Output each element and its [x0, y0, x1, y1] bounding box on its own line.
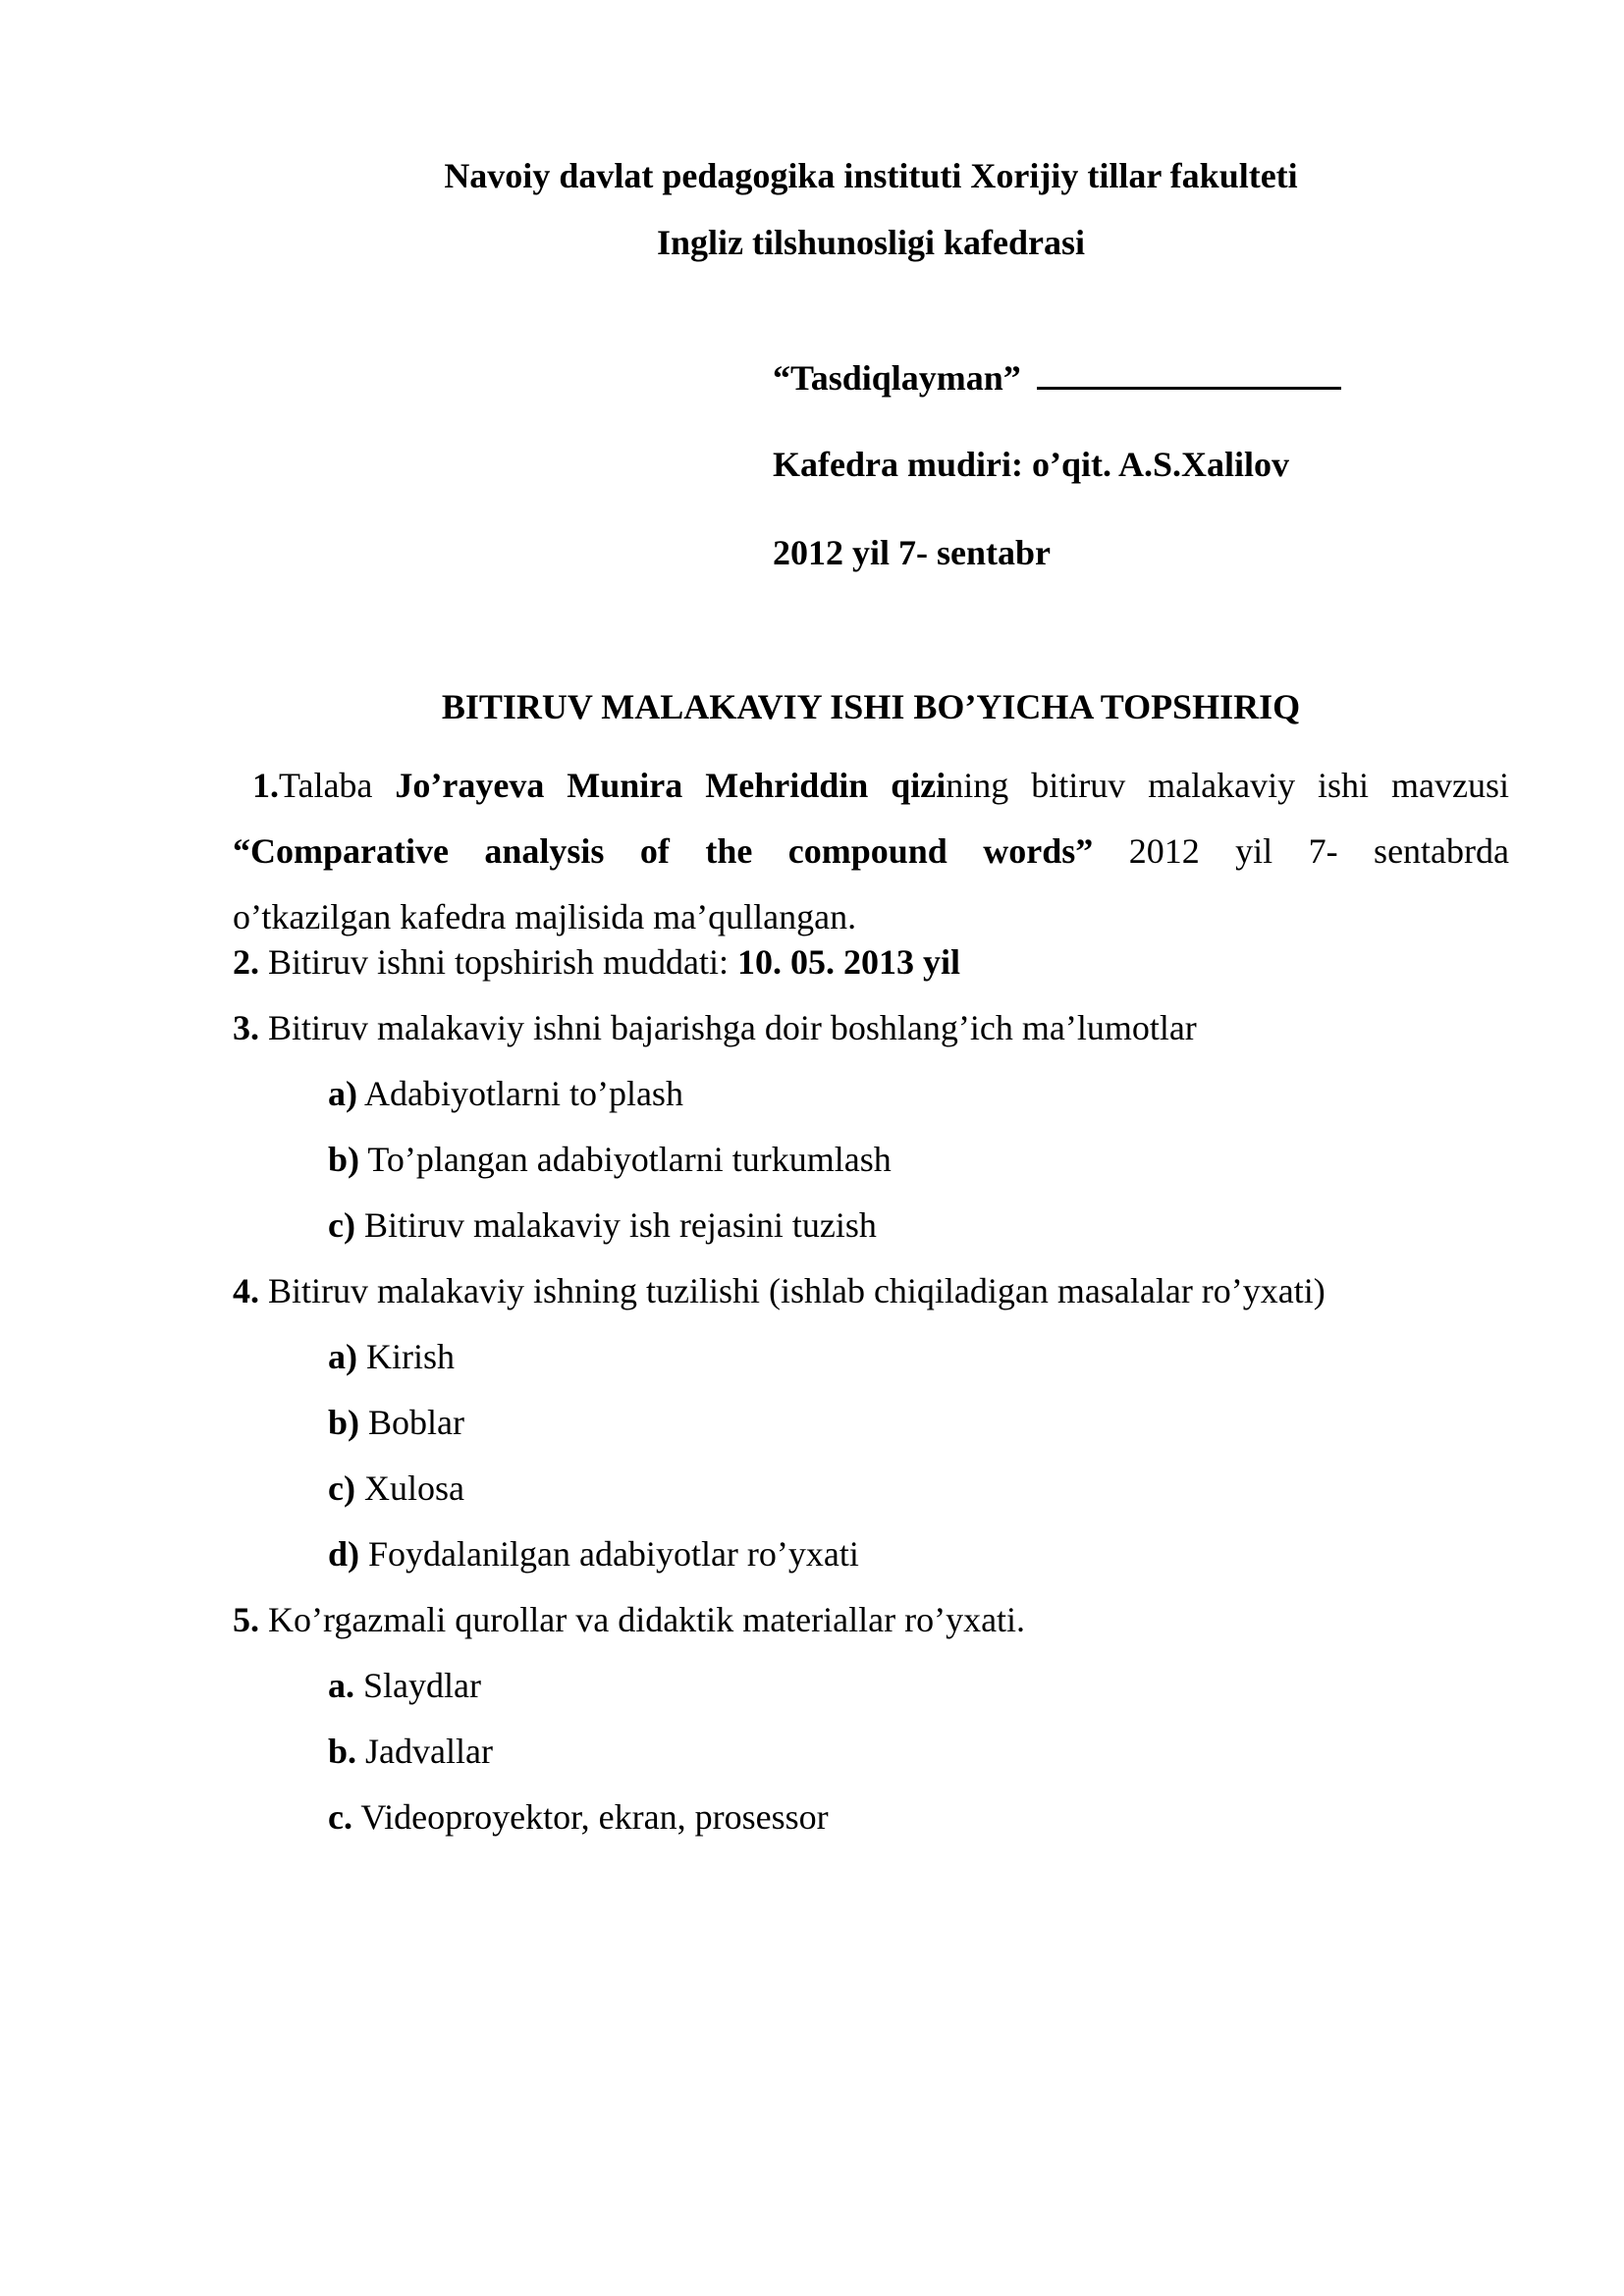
- list-item: [328, 1470, 464, 1506]
- list-item: [328, 1536, 859, 1572]
- list-marker: c): [328, 1468, 355, 1508]
- thesis-topic: “Comparative analysis of the compound words”: [233, 831, 1094, 871]
- list-marker: a.: [328, 1666, 354, 1705]
- list-item: [328, 1734, 493, 1769]
- list-marker: c.: [328, 1797, 352, 1837]
- item-3-number: 3.: [233, 1008, 259, 1047]
- list-item-text: Foydalanilgan adabiyotlar ro’yxati: [359, 1534, 859, 1574]
- list-marker: b.: [328, 1732, 357, 1771]
- item-5: [233, 1602, 1025, 1637]
- list-item: [328, 1405, 464, 1440]
- list-item-text: Adabiyotlarni to’plash: [357, 1074, 683, 1113]
- list-item: [328, 1799, 829, 1835]
- list-marker: c): [328, 1205, 355, 1245]
- list-item-text: Videoproyektor, ekran, prosessor: [352, 1797, 829, 1837]
- item-1-line-3: o’tkazilgan kafedra majlisida ma’qullangan.: [233, 897, 857, 936]
- approval-line: [773, 357, 1341, 396]
- item-4: [233, 1273, 1326, 1308]
- item-2-number: 2.: [233, 942, 259, 982]
- institute-header: Navoiy davlat pedagogika instituti Xorijiy tillar fakulteti: [444, 156, 1298, 195]
- document-title: BITIRUV MALAKAVIY ISHI BO’YICHA TOPSHIRIQ: [441, 687, 1301, 726]
- item-1-number: 1.: [252, 766, 279, 805]
- head-of-department: Kafedra mudiri: o’qit. A.S.Xalilov: [773, 445, 1290, 484]
- department-header: Ingliz tilshunosligi kafedrasi: [656, 223, 1086, 262]
- item-5-number: 5.: [233, 1600, 259, 1639]
- list-item-text: Slaydlar: [354, 1666, 481, 1705]
- signature-line: [1037, 357, 1341, 390]
- list-item-text: Kirish: [357, 1337, 455, 1376]
- item-1-line-2: [233, 819, 1509, 884]
- list-item-text: Jadvallar: [356, 1732, 493, 1771]
- list-item: [328, 1142, 892, 1177]
- list-item: [328, 1207, 877, 1243]
- item-4-text: Bitiruv malakaviy ishning tuzilishi (ishlab chiqiladigan masalalar ro’yxati): [259, 1271, 1326, 1310]
- item-3-text: Bitiruv malakaviy ishni bajarishga doir boshlang’ich ma’lumotlar: [259, 1008, 1197, 1047]
- student-name: Jo’rayeva Munira Mehriddin qizi: [395, 766, 947, 805]
- item-3: [233, 1010, 1197, 1045]
- list-item-text: Xulosa: [354, 1468, 464, 1508]
- item-1-text-c: 2012 yil 7- sentabrda: [1093, 831, 1509, 871]
- item-1-text-a: Talaba: [279, 766, 396, 805]
- deadline: 10. 05. 2013 yil: [737, 942, 961, 982]
- item-1-paragraph: [233, 753, 1509, 950]
- item-5-text: Ko’rgazmali qurollar va didaktik materiallar ro’yxati.: [259, 1600, 1026, 1639]
- list-marker: b): [328, 1403, 360, 1442]
- approve-label: “Tasdiqlayman”: [773, 358, 1021, 398]
- list-marker: b): [328, 1140, 360, 1179]
- approval-date: 2012 yil 7- sentabr: [773, 533, 1051, 572]
- list-item: [328, 1339, 455, 1374]
- list-item-text: To’plangan adabiyotlarni turkumlash: [359, 1140, 892, 1179]
- item-1-text-b: ning bitiruv malakaviy ishi mavzusi: [946, 766, 1509, 805]
- list-item-text: Boblar: [359, 1403, 464, 1442]
- item-2: [233, 944, 960, 980]
- list-item-text: Bitiruv malakaviy ish rejasini tuzish: [354, 1205, 877, 1245]
- list-marker: a): [328, 1074, 357, 1113]
- list-marker: d): [328, 1534, 360, 1574]
- list-marker: a): [328, 1337, 357, 1376]
- list-item: [328, 1076, 683, 1111]
- item-2-text: Bitiruv ishni topshirish muddati:: [259, 942, 738, 982]
- item-4-number: 4.: [233, 1271, 259, 1310]
- list-item: [328, 1668, 481, 1703]
- item-1-line-1: [233, 753, 1509, 819]
